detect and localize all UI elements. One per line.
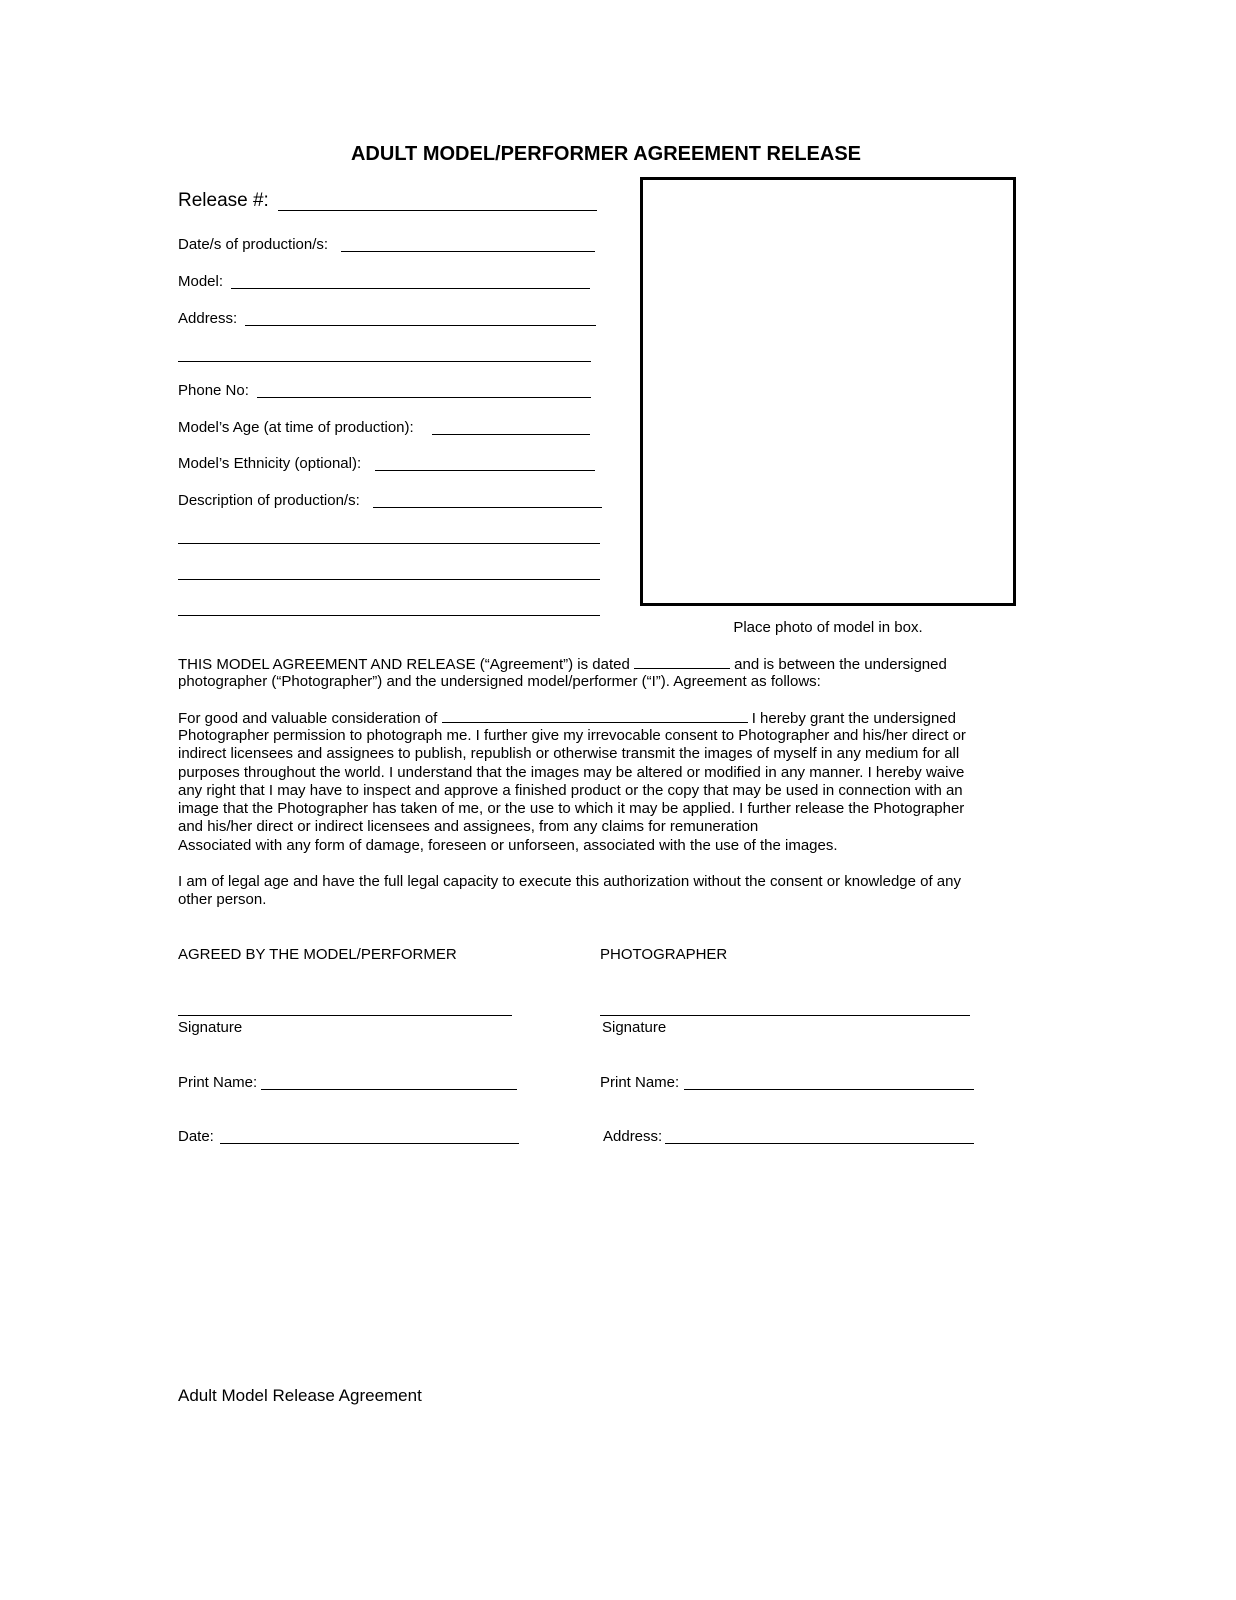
paragraph-3-line: other person. bbox=[178, 891, 267, 908]
age-field[interactable] bbox=[432, 434, 590, 435]
photographer-address-field[interactable] bbox=[665, 1143, 974, 1144]
model-signature-heading: AGREED BY THE MODEL/PERFORMER bbox=[178, 946, 457, 963]
model-date-label: Date: bbox=[178, 1128, 214, 1145]
dates-label: Date/s of production/s: bbox=[178, 236, 329, 253]
release-number-label: Release #: bbox=[178, 190, 269, 211]
photographer-print-name-label: Print Name: bbox=[600, 1074, 680, 1091]
description-field-line-3[interactable] bbox=[178, 579, 600, 580]
description-field-line-2[interactable] bbox=[178, 543, 600, 544]
address-label: Address: bbox=[178, 310, 238, 327]
model-signature-field[interactable] bbox=[178, 1015, 512, 1016]
age-label: Model’s Age (at time of production): bbox=[178, 419, 414, 436]
paragraph-3-line: I am of legal age and have the full legal capacity to execute this authorization without the consent or knowledge of any bbox=[178, 873, 961, 890]
photo-caption: Place photo of model in box. bbox=[733, 619, 923, 636]
photographer-signature-field[interactable] bbox=[600, 1015, 970, 1016]
phone-label: Phone No: bbox=[178, 382, 249, 399]
text: For good and valuable consideration of bbox=[178, 710, 438, 727]
consideration-field[interactable] bbox=[442, 709, 748, 723]
paragraph-2-line: indirect licensees and assignees to publish, republish or otherwise transmit the images of myself in any medium for all bbox=[178, 745, 960, 762]
model-field[interactable] bbox=[231, 288, 590, 289]
release-number-field[interactable] bbox=[278, 210, 597, 211]
description-label: Description of production/s: bbox=[178, 492, 360, 509]
model-date-field[interactable] bbox=[220, 1143, 519, 1144]
address-field-line-2[interactable] bbox=[178, 361, 591, 362]
photographer-signature-label: Signature bbox=[602, 1019, 667, 1036]
model-label: Model: bbox=[178, 273, 224, 290]
dates-field[interactable] bbox=[341, 251, 595, 252]
paragraph-2-line: and his/her direct or indirect licensees and assignees, from any claims for remuneration bbox=[178, 818, 759, 835]
paragraph-1-line-1 bbox=[178, 655, 947, 674]
description-field[interactable] bbox=[373, 507, 602, 508]
document-title: ADULT MODEL/PERFORMER AGREEMENT RELEASE bbox=[350, 143, 861, 165]
photo-box bbox=[640, 177, 1016, 606]
phone-field[interactable] bbox=[257, 397, 591, 398]
paragraph-2-line: Associated with any form of damage, foreseen or unforseen, associated with the use of the images. bbox=[178, 837, 838, 854]
photographer-signature-heading: PHOTOGRAPHER bbox=[600, 946, 728, 963]
ethnicity-label: Model’s Ethnicity (optional): bbox=[178, 455, 362, 472]
text: THIS MODEL AGREEMENT AND RELEASE (“Agreement”) is dated bbox=[178, 656, 630, 673]
page-footer: Adult Model Release Agreement bbox=[178, 1386, 422, 1405]
agreement-date-field[interactable] bbox=[634, 655, 730, 669]
ethnicity-field[interactable] bbox=[375, 470, 595, 471]
paragraph-2-line: purposes throughout the world. I understand that the images may be altered or modified in any manner. I hereby waive bbox=[178, 764, 965, 781]
text: and is between the undersigned bbox=[734, 656, 947, 673]
model-print-name-label: Print Name: bbox=[178, 1074, 258, 1091]
text: I hereby grant the undersigned bbox=[751, 710, 956, 727]
photographer-print-name-field[interactable] bbox=[684, 1089, 974, 1090]
paragraph-2-line-1 bbox=[178, 709, 956, 728]
paragraph-2-line: image that the Photographer has taken of me, or the use to which it may be applied. I further release the Photographer bbox=[178, 800, 965, 817]
description-field-line-4[interactable] bbox=[178, 615, 600, 616]
paragraph-2-line: Photographer permission to photograph me. I further give my irrevocable consent to Photographer and his/her direct or bbox=[178, 727, 966, 744]
paragraph-1-line-2: photographer (“Photographer”) and the undersigned model/performer (“I”). Agreement as follows: bbox=[178, 673, 821, 690]
paragraph-2-line: any right that I may have to inspect and approve a finished product or the copy that may be used in connection with an bbox=[178, 782, 963, 799]
model-signature-label: Signature bbox=[178, 1019, 243, 1036]
photographer-address-label: Address: bbox=[603, 1128, 663, 1145]
address-field[interactable] bbox=[245, 325, 596, 326]
model-print-name-field[interactable] bbox=[261, 1089, 517, 1090]
